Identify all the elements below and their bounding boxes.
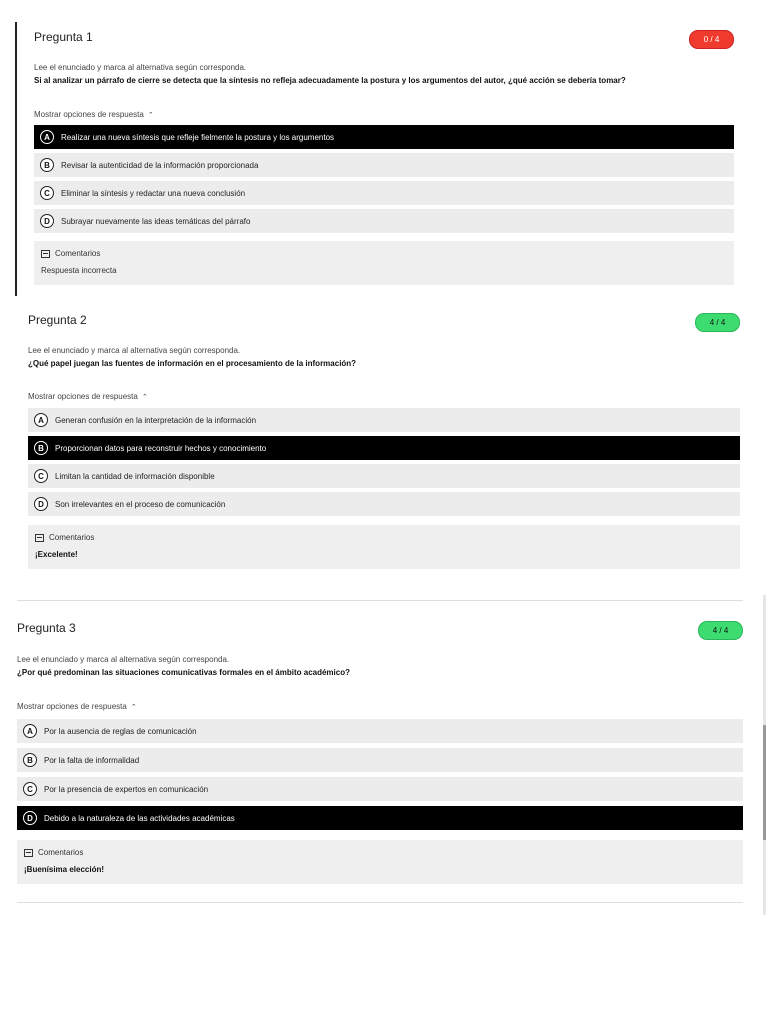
question-title: Pregunta 1	[34, 30, 93, 44]
option-letter: B	[34, 441, 48, 455]
comments-title: Comentarios	[49, 533, 95, 542]
option-letter: A	[23, 724, 37, 738]
score-badge: 0 / 4	[689, 30, 734, 49]
question-stem: ¿Qué papel juegan las fuentes de información en el procesamiento de la información?	[28, 359, 357, 368]
chevron-up-icon: ⌃	[147, 111, 154, 119]
option-text: Revisar la autenticidad de la información proporcionada	[61, 160, 259, 170]
comments-text: ¡Buenísima elección!	[24, 865, 105, 874]
chevron-up-icon: ⌃	[141, 393, 148, 401]
comments-title: Comentarios	[38, 848, 84, 857]
comments-header	[35, 533, 733, 542]
answer-option-a[interactable]	[28, 408, 740, 433]
option-text: Proporcionan datos para reconstruir hechos y conocimiento	[55, 443, 267, 453]
option-letter: C	[34, 469, 48, 483]
scrollbar-thumb[interactable]	[763, 725, 766, 840]
option-letter: D	[34, 497, 48, 511]
question-stem: Si al analizar un párrafo de cierre se detecta que la síntesis no refleja adecuadamente la postura y los argumentos del autor, ¿qué acción se debería tomar?	[34, 76, 626, 85]
answer-option-d[interactable]	[34, 209, 734, 234]
option-text: Debido a la naturaleza de las actividades académicas	[44, 813, 235, 823]
comments-header	[41, 249, 727, 258]
question-3-header	[17, 621, 743, 641]
divider	[17, 600, 743, 601]
option-letter: D	[23, 811, 37, 825]
question-2-header	[28, 313, 740, 333]
answer-option-b[interactable]	[34, 153, 734, 178]
chevron-up-icon: ⌃	[130, 703, 137, 711]
question-instruction: Lee el enunciado y marca al alternativa según corresponda.	[34, 63, 247, 72]
option-letter: D	[40, 214, 54, 228]
option-text: Son irrelevantes en el proceso de comunicación	[55, 499, 226, 509]
comments-header	[24, 848, 736, 857]
option-letter: B	[40, 158, 54, 172]
comments-title: Comentarios	[55, 249, 101, 258]
answer-option-c[interactable]	[28, 464, 740, 489]
comment-icon	[24, 849, 33, 857]
option-letter: A	[34, 413, 48, 427]
answer-option-d[interactable]	[28, 492, 740, 517]
score-badge: 4 / 4	[698, 621, 743, 640]
show-options-toggle[interactable]	[28, 392, 148, 401]
divider	[17, 902, 743, 903]
score-badge: 4 / 4	[695, 313, 740, 332]
option-text: Por la ausencia de reglas de comunicación	[44, 726, 197, 736]
comment-icon	[35, 534, 44, 542]
comments-text: ¡Excelente!	[35, 550, 78, 559]
toggle-label: Mostrar opciones de respuesta	[17, 702, 127, 711]
question-1-header	[34, 30, 734, 50]
option-text: Generan confusión en la interpretación de la información	[55, 415, 257, 425]
answer-option-d[interactable]	[17, 806, 743, 831]
comments-box	[34, 241, 734, 285]
option-text: Realizar una nueva síntesis que refleje fielmente la postura y los argumentos	[61, 132, 335, 142]
option-text: Por la presencia de expertos en comunicación	[44, 784, 209, 794]
show-options-toggle[interactable]	[34, 110, 154, 119]
option-text: Eliminar la síntesis y redactar una nueva conclusión	[61, 188, 246, 198]
option-text: Limitan la cantidad de información disponible	[55, 471, 215, 481]
option-text: Por la falta de informalidad	[44, 755, 140, 765]
option-letter: A	[40, 130, 54, 144]
answer-option-c[interactable]	[17, 777, 743, 802]
question-title: Pregunta 2	[28, 313, 87, 327]
show-options-toggle[interactable]	[17, 702, 137, 711]
comments-box	[17, 840, 743, 884]
toggle-label: Mostrar opciones de respuesta	[28, 392, 138, 401]
question-instruction: Lee el enunciado y marca al alternativa según corresponda.	[28, 346, 241, 355]
answer-option-c[interactable]	[34, 181, 734, 206]
question-1-card	[34, 30, 734, 288]
option-text: Subrayar nuevamente las ideas temáticas del párrafo	[61, 216, 251, 226]
question-instruction: Lee el enunciado y marca al alternativa según corresponda.	[17, 655, 230, 664]
comments-text: Respuesta incorrecta	[41, 266, 117, 275]
answer-option-b[interactable]	[28, 436, 740, 461]
comments-box	[28, 525, 740, 569]
toggle-label: Mostrar opciones de respuesta	[34, 110, 144, 119]
question-stem: ¿Por qué predominan las situaciones comunicativas formales en el ámbito académico?	[17, 668, 350, 677]
option-letter: C	[40, 186, 54, 200]
question-title: Pregunta 3	[17, 621, 76, 635]
option-letter: B	[23, 753, 37, 767]
answer-option-a[interactable]	[34, 125, 734, 150]
option-letter: C	[23, 782, 37, 796]
comment-icon	[41, 250, 50, 258]
question-3-card	[17, 621, 743, 886]
question-2-card	[28, 313, 740, 571]
question-1-left-border	[15, 22, 17, 296]
answer-option-b[interactable]	[17, 748, 743, 773]
answer-option-a[interactable]	[17, 719, 743, 744]
